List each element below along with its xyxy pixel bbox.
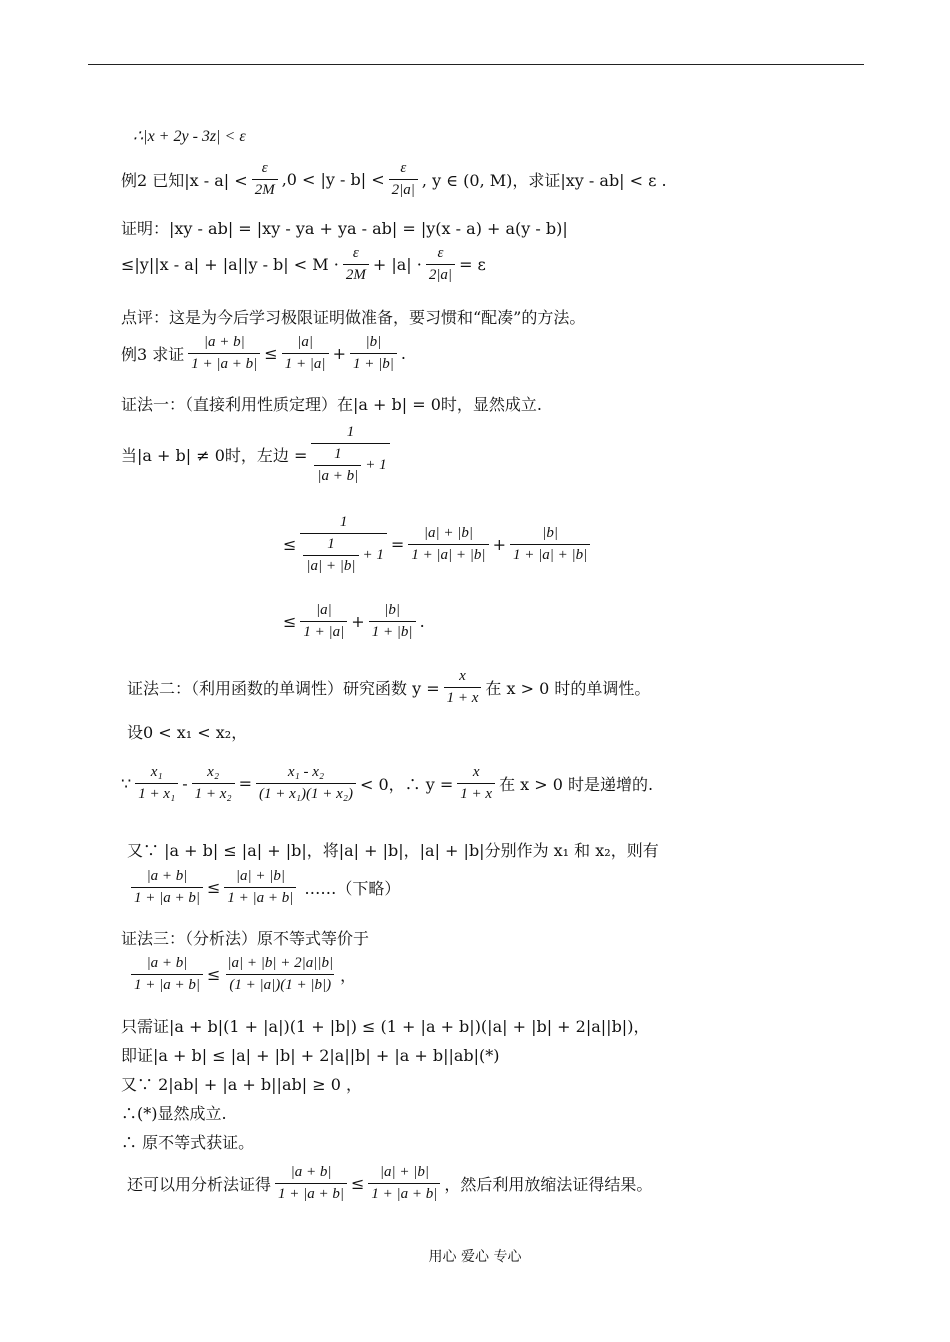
method-3-since: 又∵ 2|ab| + |a + b||ab| ≥ 0 ， [121, 1075, 362, 1094]
example-3-statement [121, 334, 406, 373]
method-2-heading [127, 668, 650, 707]
compound-fraction: 1 $\frac{1}{|a| + |b|}$ + 1 [300, 514, 387, 575]
method-2-substitution: 又∵ |a + b| ≤ |a| + |b|，将|a| + |b|，|a| + |b|分别作为 x₁ 和 x₂，则有 [127, 841, 659, 860]
text: ，然后利用放缩法证得结果。 [444, 1175, 653, 1194]
text: , y ∈ (0, M)，求证|xy - ab| < ε . [421, 171, 667, 190]
method-1-step-2 [283, 514, 594, 575]
method-2-result [127, 868, 400, 907]
page-footer: 用心 爱心 专心 [428, 1249, 522, 1265]
fraction: $\frac{|a + b|}{1 + |a + b|}$ [131, 955, 203, 994]
text: . [400, 344, 406, 363]
fraction: $\frac{\text{x₁}}{\text{1 + x₁}}$ [135, 764, 178, 803]
fraction: $\frac{|a| + |b|}{1 + |a + b|}$ [368, 1164, 440, 1203]
text: 在 x > 0 时的单调性。 [485, 679, 651, 698]
text: ≤ [351, 1174, 365, 1193]
fraction: $\frac{|a + b|}{1 + |a + b|}$ [275, 1164, 347, 1203]
text: < 0，∴ y = [359, 775, 454, 794]
fraction: $\frac{\text{x₂}}{\text{1 + x₂}}$ [192, 764, 235, 803]
text: + |a| · [372, 255, 422, 274]
text: . [419, 612, 425, 631]
fraction: $\frac{\varepsilon}{2M}$ [252, 160, 278, 199]
proof-line: 证明：|xy - ab| = |xy - ya + ya - ab| = |y(x - a) + a(y - b)| [121, 219, 568, 238]
comment-line: 点评：这是为今后学习极限证明做准备，要习惯和“配凑”的方法。 [121, 308, 586, 327]
closing-remark [127, 1164, 652, 1203]
fraction: $\frac{|a + b|}{1 + |a + b|}$ [188, 334, 260, 373]
text: ∵ [121, 774, 132, 793]
fraction: $\frac{|a| + |b|}{1 + |a + b|}$ [224, 868, 296, 907]
text: ……（下略） [304, 879, 401, 898]
text: - [182, 774, 188, 793]
fraction: $\frac{|b|}{1 + |a| + |b|}$ [510, 525, 590, 564]
method-2-let: 设0 < x₁ < x₂， [127, 723, 248, 742]
fraction: $\frac{|a| + |b|}{1 + |a| + |b|}$ [408, 525, 488, 564]
fraction: $\frac{|b|}{1 + |b|}$ [350, 334, 397, 373]
text: ≤ [207, 965, 221, 984]
text: 在 x > 0 时是递增的. [499, 775, 654, 794]
fraction: $\frac{|a|}{1 + |a|}$ [282, 334, 329, 373]
text: ≤ [207, 878, 221, 897]
fraction: $\frac{|a| + |b| + 2|a||b|}{(1 + |a|)(1 + |b|)}$ [227, 955, 334, 993]
method-2-difference [121, 764, 653, 803]
fraction: $\frac{\varepsilon}{2|a|}$ [389, 160, 418, 199]
text: ≤ [283, 612, 297, 631]
fraction: $\frac{\text{x₁ - x₂}}{\text{(1 + x₁)(1 + x₂)}}$ [256, 764, 356, 803]
text: 证法二：（利用函数的单调性）研究函数 y = [127, 679, 440, 698]
method-3-equivalent [127, 955, 356, 994]
text: = [390, 535, 405, 554]
method-3-prove: 即证|a + b| ≤ |a| + |b| + 2|a||b| + |a + b||ab|(*) [121, 1046, 500, 1065]
text: ≤|y||x - a| + |a||y - b| < M · [121, 255, 339, 274]
method-3-holds: ∴(*)显然成立. [121, 1104, 227, 1123]
text: ,0 < |y - b| < [281, 170, 385, 189]
inequality-chain [121, 245, 486, 284]
example-2-statement [121, 160, 667, 199]
text: = ε [459, 255, 486, 274]
header-rule [88, 64, 864, 65]
method-1-left-side [121, 424, 394, 485]
method-1-step-3 [283, 602, 425, 641]
text: + [332, 344, 346, 363]
text: 当|a + b| ≠ 0时，左边 = [121, 446, 308, 465]
method-3-qed: ∴ 原不等式获证。 [121, 1133, 255, 1152]
text: 例2 已知|x - a| < [121, 171, 248, 190]
fraction: $\frac{x}{1 + x}$ [444, 668, 482, 707]
method-1-heading: 证法一：（直接利用性质定理）在|a + b| = 0时，显然成立. [121, 395, 542, 414]
text: + [351, 612, 365, 631]
text: 例3 求证 [121, 345, 185, 364]
fraction: $\frac{x}{1 + x}$ [457, 764, 495, 803]
method-3-heading: 证法三：（分析法）原不等式等价于 [121, 929, 370, 948]
text: ≤ [264, 344, 278, 363]
text: = [238, 774, 252, 793]
method-3-need: 只需证|a + b|(1 + |a|)(1 + |b|) ≤ (1 + |a + b|)(|a| + |b| + 2|a||b|)， [121, 1017, 650, 1036]
fraction: $\frac{\varepsilon}{2M}$ [343, 245, 369, 284]
fraction: $\frac{\varepsilon}{2|a|}$ [426, 245, 455, 284]
text: + [492, 535, 506, 554]
fraction: $\frac{|a + b|}{1 + |a + b|}$ [131, 868, 203, 907]
text: ， [340, 966, 357, 985]
text: ≤ [283, 535, 297, 554]
fraction: $\frac{|a|}{1 + |a|}$ [300, 602, 347, 641]
compound-fraction: 1 $\frac{1}{|a + b|}$ + 1 [311, 424, 389, 485]
fraction: $\frac{|b|}{1 + |b|}$ [369, 602, 416, 641]
text: 还可以用分析法证得 [127, 1175, 272, 1194]
conclusion-line: ∴|x + 2y - 3z| < ε [133, 128, 246, 145]
